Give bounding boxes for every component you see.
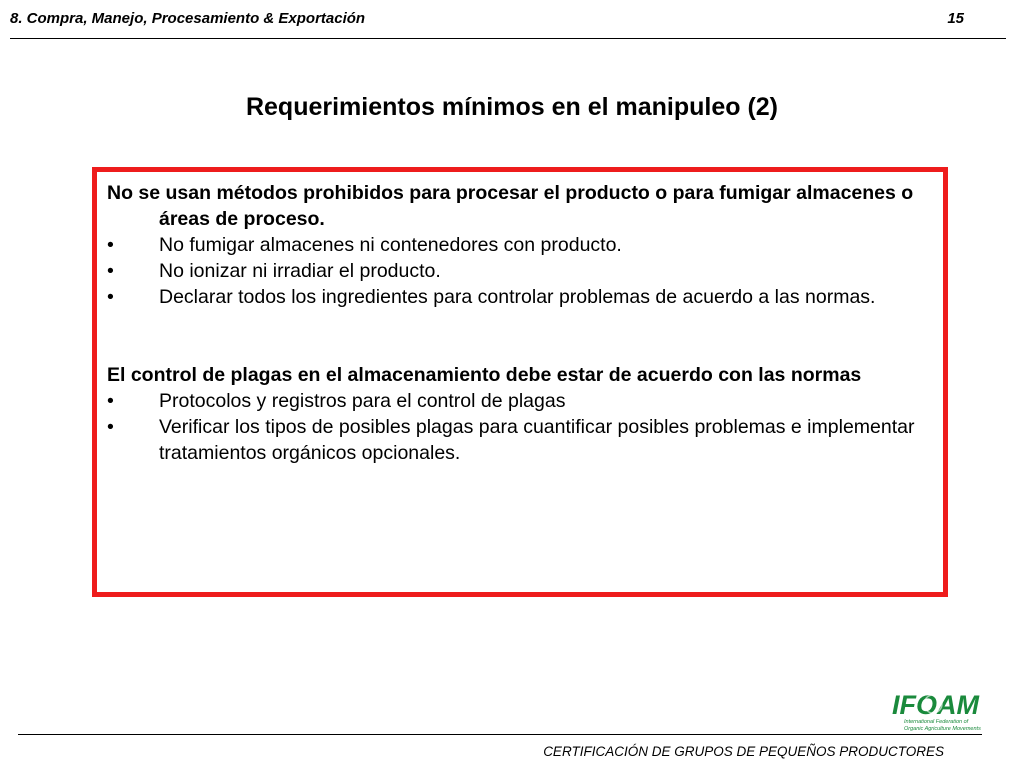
logo-wordmark: IFOAM <box>892 690 979 720</box>
list-item <box>107 388 927 414</box>
list-item-text: Declarar todos los ingredientes para controlar problemas de acuerdo a las normas. <box>159 286 876 308</box>
list-item <box>107 284 927 310</box>
slide-title: Requerimientos mínimos en el manipuleo (2) <box>245 93 779 121</box>
header-bar <box>10 6 1006 39</box>
footer-divider <box>18 734 982 735</box>
section-spacer <box>107 310 927 362</box>
ifoam-logo-icon <box>890 688 990 734</box>
bullet-icon: • <box>107 234 114 256</box>
bullet-icon: • <box>107 260 114 282</box>
list-item <box>107 414 927 466</box>
bullet-icon: • <box>107 390 114 412</box>
list-item <box>107 258 927 284</box>
bullet-icon: • <box>107 286 114 308</box>
section2-heading: El control de plagas en el almacenamiento debe estar de acuerdo con las normas <box>107 364 862 386</box>
header-title: 8. Compra, Manejo, Procesamiento & Exportación <box>10 10 366 27</box>
section1-heading: No se usan métodos prohibidos para procesar el producto o para fumigar almacenes o áreas de proceso. <box>107 182 914 230</box>
logo-line1: International Federation of <box>904 719 969 725</box>
list-item-text: No ionizar ni irradiar el producto. <box>159 260 441 282</box>
list-item-text: Protocolos y registros para el control de plagas <box>159 390 566 412</box>
content-body <box>107 180 927 466</box>
logo-line2: Organic Agriculture Movements <box>904 726 981 732</box>
list-item-text: Verificar los tipos de posibles plagas para cuantificar posibles problemas e implementar tratamientos orgánicos opcionales. <box>159 416 915 464</box>
bullet-icon: • <box>107 416 114 438</box>
list-item <box>107 232 927 258</box>
footer-text: CERTIFICACIÓN DE GRUPOS DE PEQUEÑOS PRODUCTORES <box>543 744 944 759</box>
page-number: 15 <box>947 10 964 27</box>
ifoam-logo <box>890 688 990 734</box>
list-item-text: No fumigar almacenes ni contenedores con producto. <box>159 234 622 256</box>
content-box <box>92 167 948 597</box>
